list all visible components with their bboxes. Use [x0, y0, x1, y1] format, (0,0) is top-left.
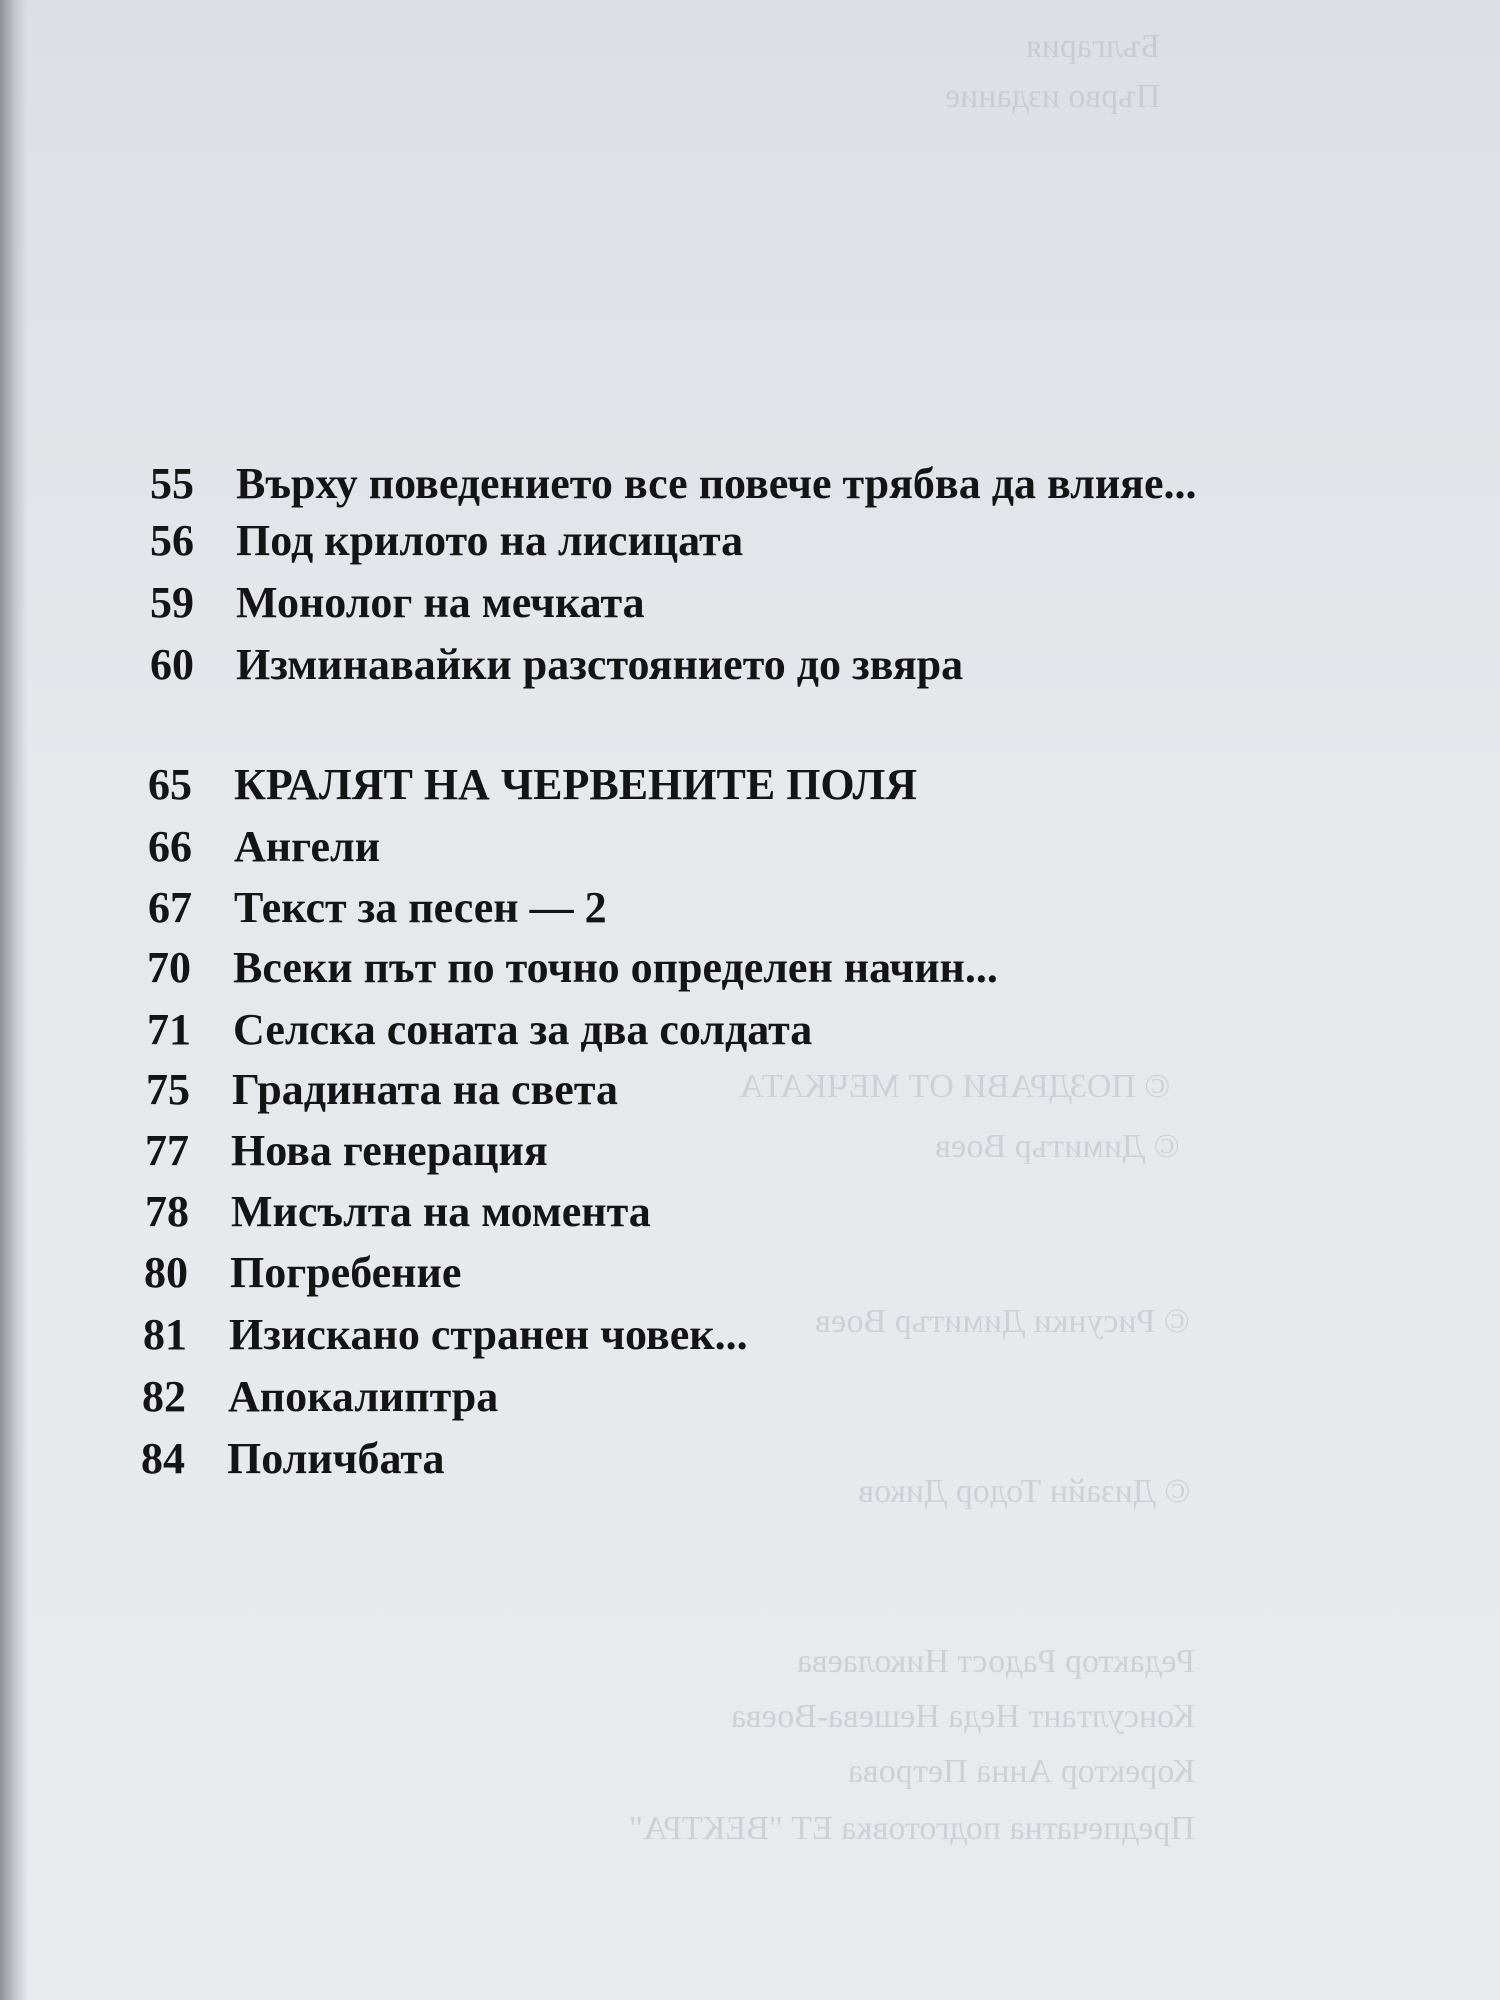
toc-title: Изминавайки разстоянието до звяра [236, 640, 964, 689]
toc-entry [150, 640, 964, 689]
toc-title: КРАЛЯТ НА ЧЕРВЕНИТЕ ПОЛЯ [234, 760, 918, 809]
bleed-line: © ПОЗДРАВИ ОТ МЕЧКАТА [738, 1068, 1170, 1105]
toc-page-number: 80 [144, 1248, 188, 1297]
toc-title: Апокалиптра [228, 1372, 499, 1421]
toc-page-number: 60 [150, 640, 194, 689]
bleed-line: Консултант Неда Нешева-Воева [730, 1698, 1195, 1735]
bleed-line: България [1026, 28, 1160, 65]
toc-entry [142, 1372, 499, 1421]
toc-page-number: 82 [142, 1372, 186, 1421]
toc-page-number: 81 [143, 1310, 187, 1359]
toc-page-number: 78 [145, 1187, 189, 1236]
toc-page-number: 84 [141, 1434, 185, 1483]
toc-title: Монолог на мечката [236, 578, 645, 627]
toc-section-heading [148, 760, 918, 809]
toc-title: Под крилото на лисицата [236, 516, 744, 565]
toc-entry [147, 1005, 813, 1054]
toc-page-number: 59 [150, 578, 194, 627]
toc-title: Изискано странен човек... [229, 1310, 748, 1359]
toc-page-number: 75 [146, 1065, 190, 1114]
toc-title: Върху поведението все повече трябва да влияе... [236, 459, 1197, 508]
toc-page-number: 55 [150, 459, 194, 508]
toc-page-number: 70 [147, 943, 191, 992]
toc-entry [144, 1248, 462, 1297]
toc-page-number: 56 [150, 516, 194, 565]
toc-entry [143, 1310, 748, 1359]
toc-entry [147, 943, 998, 992]
toc-title: Текст за песен — 2 [234, 883, 607, 932]
toc-entry [148, 822, 381, 871]
toc-entry [150, 459, 1197, 508]
toc-entry [146, 1065, 618, 1114]
bleed-line: Коректор Анна Петрова [847, 1753, 1195, 1790]
toc-title: Селска соната за два солдата [233, 1005, 813, 1054]
toc-title: Мисълта на момента [231, 1187, 651, 1236]
bleed-line: © Рисунки Димитър Воев [815, 1303, 1190, 1340]
toc-title: Градината на света [232, 1065, 618, 1114]
toc-page-number: 65 [148, 760, 192, 809]
toc-page-number: 67 [148, 883, 192, 932]
bleed-line: © Дизайн Тодор Диков [857, 1473, 1190, 1510]
bleed-line: Редактор Радост Николаева [796, 1643, 1195, 1680]
toc-entry [150, 516, 744, 565]
toc-page-number: 77 [145, 1126, 189, 1175]
toc-title: Поличбата [227, 1434, 445, 1483]
bleed-line: Първо издание [944, 78, 1160, 115]
toc-entry [148, 883, 607, 932]
toc-page-number: 66 [148, 822, 192, 871]
page-spine-shadow [0, 0, 28, 2000]
toc-title: Погребение [230, 1248, 462, 1297]
toc-entry [145, 1187, 651, 1236]
toc-title: Всеки път по точно определен начин... [233, 943, 998, 992]
toc-entry [150, 578, 645, 627]
toc-title: Ангели [234, 822, 381, 871]
toc-entry [145, 1126, 548, 1175]
toc-page-number: 71 [147, 1005, 191, 1054]
toc-entry [141, 1434, 445, 1483]
bleed-line: © Димитър Воев [935, 1128, 1180, 1165]
bleed-line: Предпечатна подготовка ЕТ "ВЕКТРА" [629, 1810, 1195, 1847]
toc-title: Нова генерация [231, 1126, 548, 1175]
